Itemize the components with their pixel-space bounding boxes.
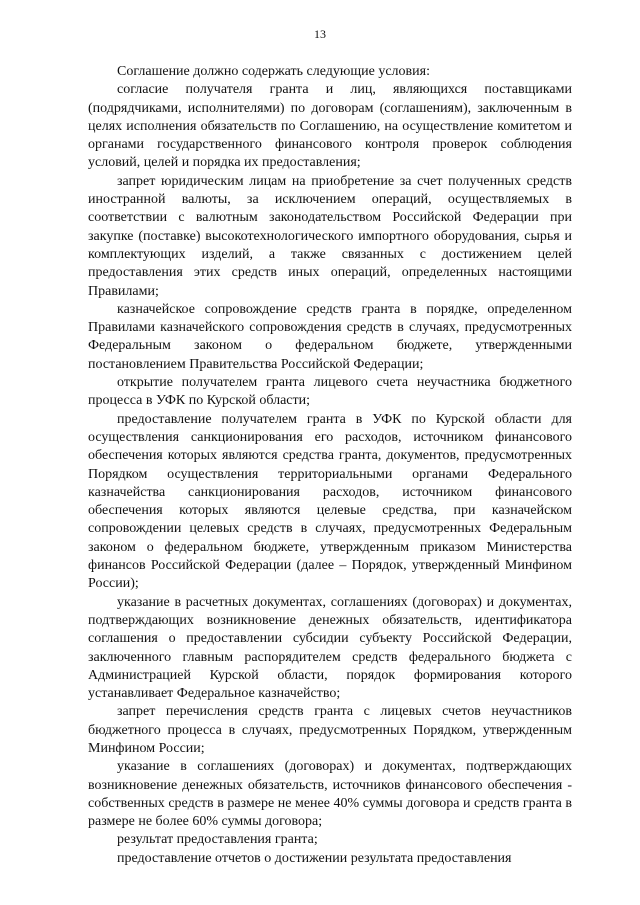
page-number: 13 — [314, 27, 326, 41]
paragraph-identifier: указание в расчетных документах, соглашениях (договорах) и документах, подтверждающих возникновение денежных обязательств, идентификатора соглашения о предоставлении субсидии субъекту Российской Федерации, заключенного главным распорядителем средств федерального бюджета с Администрацией Курской области, порядок формирования которого устанавливает Федеральное казначейство; — [88, 594, 572, 702]
paragraph-funding-sources: указание в соглашениях (договорах) и документах, подтверждающих возникновение денежных обязательств, источников финансового обеспечения - собственных средств в размере не менее 40% суммы договора и средств гранта в размере не более 60% суммы договора; — [88, 759, 572, 830]
paragraph-intro: Соглашение должно содержать следующие условия: — [117, 64, 430, 79]
paragraph-transfer-ban: запрет перечисления средств гранта с лицевых счетов неучастников бюджетного процесса в случаях, предусмотренных Порядком, утвержденным Минфином России; — [88, 704, 572, 756]
document-body — [88, 63, 572, 868]
paragraph-documents-submission: предоставление получателем гранта в УФК по Курской области для осуществления санкционирования его расходов, источником финансового обеспечения которых являются средства гранта, документов, предусмотренных Порядком осуществления территориальными органами Федерального казначейства санкционирования расходов, источником финансового обеспечения которых являются целевые средства, при казначейском сопровождении целевых средств в случаях, предусмотренных Федеральным законом о федеральном бюджете, утвержденным приказом Министерства финансов Российской Федерации (далее – Порядок, утвержденный Минфином России); — [88, 411, 572, 592]
paragraph-currency-ban: запрет юридическим лицам на приобретение за счет полученных средств иностранной валюты, за исключением операций, осуществляемых в соответствии с валютным законодательством Российской Федерации при закупке (поставке) высокотехнологического импортного оборудования, сырья и комплектующих изделий, а также связанных с достижением целей предоставления этих средств иных операций, определенных настоящими Правилами; — [88, 173, 572, 299]
paragraph-result: результат предоставления гранта; — [117, 832, 318, 848]
paragraph-treasury-support: казначейское сопровождение средств гранта в порядке, определенном Правилами казначейского сопровождения средств в случаях, предусмотренных Федеральным законом о федеральном бюджете, утвержденными постановлением Правительства Российской Федерации; — [88, 301, 572, 372]
paragraph-reports: предоставление отчетов о достижении результата предоставления — [117, 850, 512, 866]
paragraph-consent: согласие получателя гранта и лиц, являющихся поставщиками (подрядчиками, исполнителями) по договорам (соглашениям), заключенным в целях исполнения обязательств по Соглашению, на осуществление комитетом и органами государственного финансового контроля проверок соблюдения условий, целей и порядка их предоставления; — [88, 82, 572, 171]
paragraph-account-opening: открытие получателем гранта лицевого счета неучастника бюджетного процесса в УФК по Курской области; — [88, 375, 572, 409]
